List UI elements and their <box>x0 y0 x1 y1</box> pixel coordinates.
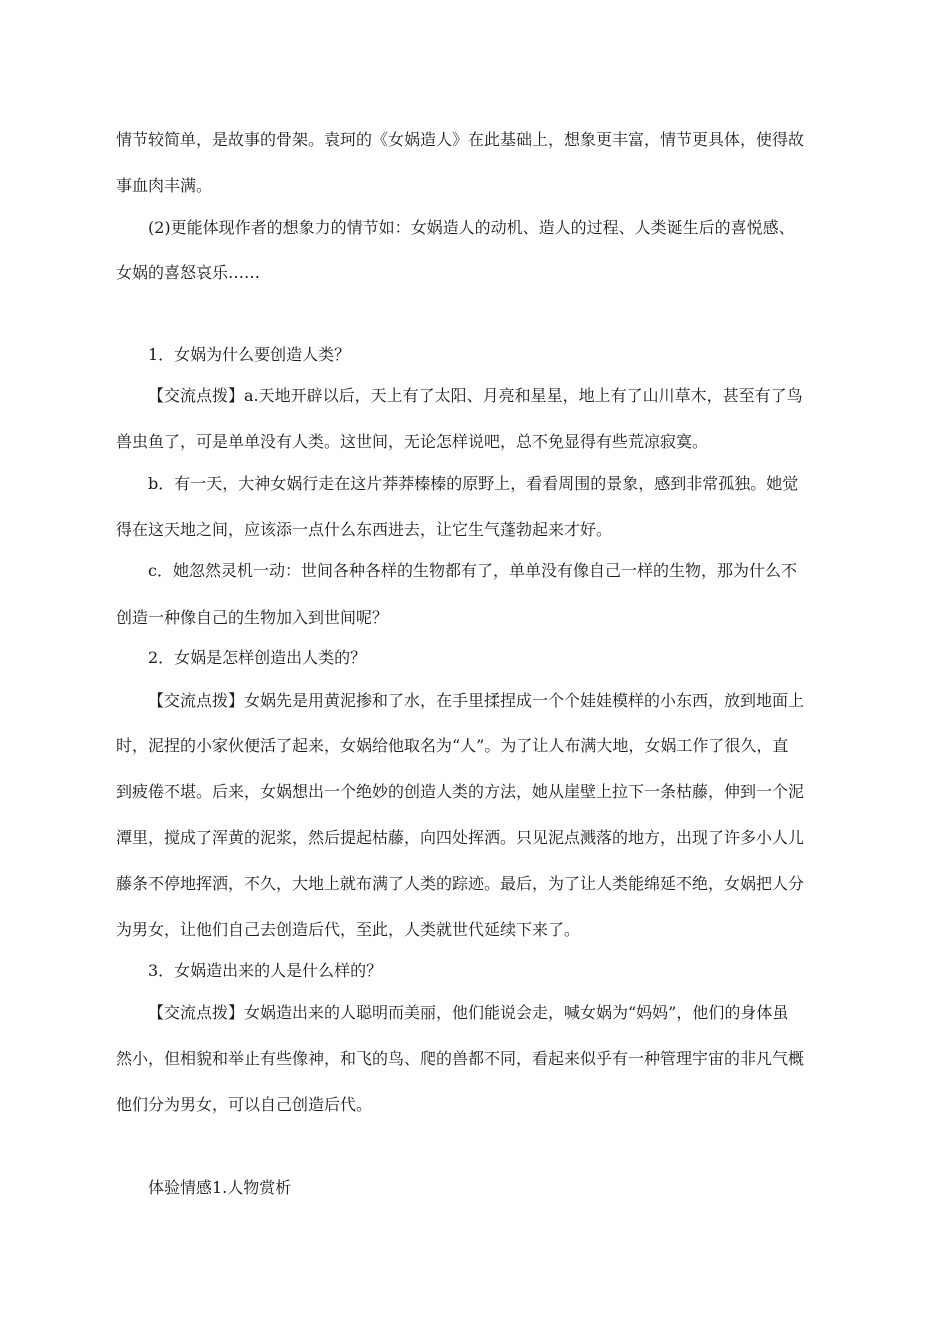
paragraph-line: 藤条不停地挥洒，不久，大地上就布满了人类的踪迹。最后，为了让人类能绵延不绝，女娲把人分 <box>116 874 805 893</box>
paragraph-line: 到疲倦不堪。后来，女娲想出一个绝妙的创造人类的方法，她从崖壁上拉下一条枯藤，伸到一个泥 <box>116 782 805 801</box>
question-heading: 2．女娲是怎样创造出人类的？ <box>148 648 367 667</box>
paragraph-line: 创造一种像自己的生物加入到世间呢？ <box>116 608 389 627</box>
paragraph-line: 得在这天地之间，应该添一点什么东西进去，让它生气蓬勃起来才好。 <box>116 520 613 539</box>
paragraph-line: 兽虫鱼了，可是单单没有人类。这世间，无论怎样说吧，总不免显得有些荒凉寂寞。 <box>116 432 709 451</box>
paragraph-line: 他们分为男女，可以自己创造后代。 <box>116 1095 373 1114</box>
paragraph-line: 事血肉丰满。 <box>116 176 213 195</box>
paragraph-line: 然小，但相貌和举止有些像神，和飞的鸟、爬的兽都不同，看起来似乎有一种管理宇宙的非凡气概 <box>116 1049 805 1068</box>
question-heading: 3．女娲造出来的人是什么样的？ <box>148 961 383 980</box>
paragraph-line: 时，泥捏的小家伙便活了起来，女娲给他取名为“人”。为了让人布满大地，女娲工作了很久，直 <box>116 736 789 755</box>
paragraph-line: 情节较简单，是故事的骨架。袁珂的《女娲造人》在此基础上，想象更丰富，情节更具体，使得故 <box>116 130 805 149</box>
question-heading: 1．女娲为什么要创造人类？ <box>148 345 351 364</box>
paragraph-line: 【交流点拨】女娲造出来的人聪明而美丽，他们能说会走，喊女娲为“妈妈”，他们的身体虽 <box>148 1003 789 1022</box>
paragraph-line: 女娲的喜怒哀乐…… <box>116 263 261 282</box>
paragraph-line: 潭里，搅成了浑黄的泥浆，然后提起枯藤，向四处挥洒。只见泥点溅落的地方，出现了许多小人儿 <box>116 828 805 847</box>
paragraph-line: (2)更能体现作者的想象力的情节如：女娲造人的动机、造人的过程、人类诞生后的喜悦感、 <box>148 218 795 237</box>
paragraph-line: 为男女，让他们自己去创造后代，至此，人类就世代延续下来了。 <box>116 920 581 939</box>
paragraph-line: 【交流点拨】女娲先是用黄泥掺和了水，在手里揉捏成一个个娃娃模样的小东西，放到地面上 <box>148 691 805 710</box>
section-heading: 体验情感1.人物赏析 <box>148 1178 292 1197</box>
paragraph-line: b．有一天，大神女娲行走在这片莽莽榛榛的原野上，看看周围的景象，感到非常孤独。她觉 <box>148 474 799 493</box>
paragraph-line: c．她忽然灵机一动：世间各种各样的生物都有了，单单没有像自己一样的生物，那为什么不 <box>148 561 797 580</box>
paragraph-line: 【交流点拨】a.天地开辟以后，天上有了太阳、月亮和星星，地上有了山川草木，甚至有了鸟 <box>148 386 803 405</box>
